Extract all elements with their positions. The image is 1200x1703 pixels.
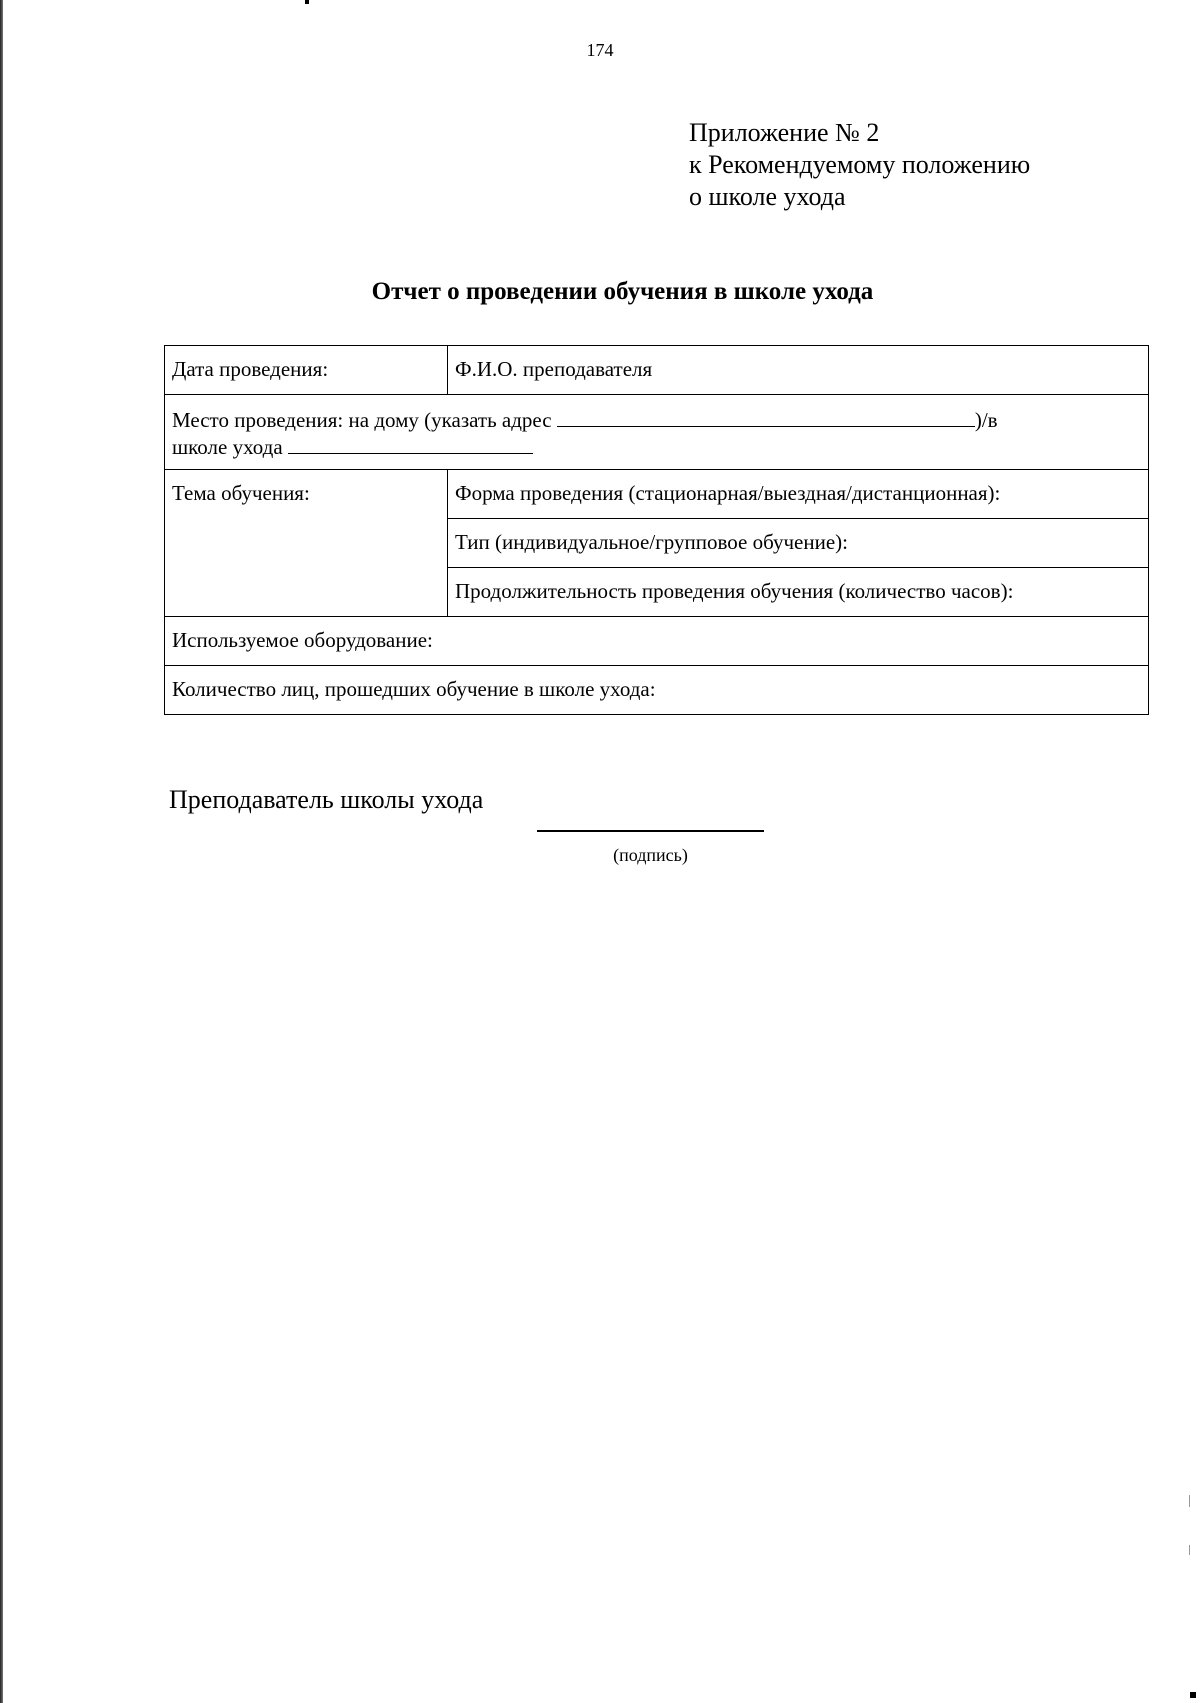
- type-label: Тип (индивидуальное/групповое обучение):: [455, 530, 849, 554]
- equipment-cell[interactable]: [165, 617, 1149, 666]
- scan-mark-bottom: [1190, 1692, 1196, 1698]
- teacher-signature-label: Преподаватель школы ухода: [169, 785, 484, 814]
- table-row: [165, 617, 1149, 666]
- format-label: Форма проведения (стационарная/выездная/дистанционная):: [455, 481, 1001, 505]
- school-blank-field[interactable]: [288, 433, 533, 454]
- table-row: [165, 346, 1149, 395]
- topic-cell[interactable]: [165, 470, 448, 617]
- format-cell[interactable]: [448, 470, 1149, 519]
- trained-count-cell[interactable]: [165, 666, 1149, 715]
- scan-mark-right: [1189, 1495, 1190, 1507]
- topic-label: Тема обучения:: [172, 481, 310, 505]
- scan-mark-right: [1189, 1545, 1190, 1555]
- report-form-table: [164, 345, 1149, 715]
- place-label-suffix: )/в: [974, 408, 998, 432]
- duration-cell[interactable]: [448, 568, 1149, 617]
- signature-caption: (подпись): [613, 845, 688, 865]
- table-row: [165, 470, 1149, 519]
- appendix-line: Приложение № 2: [689, 118, 880, 147]
- scan-edge-left: [0, 0, 3, 1703]
- appendix-line: к Рекомендуемому положению: [689, 150, 1031, 179]
- address-blank-field[interactable]: [557, 406, 975, 427]
- appendix-header: [689, 117, 1030, 213]
- teacher-name-label: Ф.И.О. преподавателя: [455, 357, 653, 381]
- place-school-label: школе ухода: [172, 435, 283, 459]
- signature-line[interactable]: [537, 830, 764, 832]
- trained-count-label: Количество лиц, прошедших обучение в школе ухода:: [172, 677, 656, 701]
- place-label: Место проведения: на дому (указать адрес: [172, 408, 552, 432]
- table-row: [165, 666, 1149, 715]
- place-cell: [165, 395, 1149, 470]
- type-cell[interactable]: [448, 519, 1149, 568]
- teacher-name-cell[interactable]: [448, 346, 1149, 395]
- report-title: Отчет о проведении обучения в школе ухода: [371, 278, 874, 305]
- appendix-line: о школе ухода: [689, 182, 846, 211]
- date-cell[interactable]: [165, 346, 448, 395]
- duration-label: Продолжительность проведения обучения (количество часов):: [455, 579, 1014, 603]
- date-label: Дата проведения:: [172, 357, 329, 381]
- scan-mark-top: [305, 0, 309, 4]
- table-row: [165, 395, 1149, 470]
- equipment-label: Используемое оборудование:: [172, 628, 433, 652]
- page-number: 174: [586, 40, 614, 60]
